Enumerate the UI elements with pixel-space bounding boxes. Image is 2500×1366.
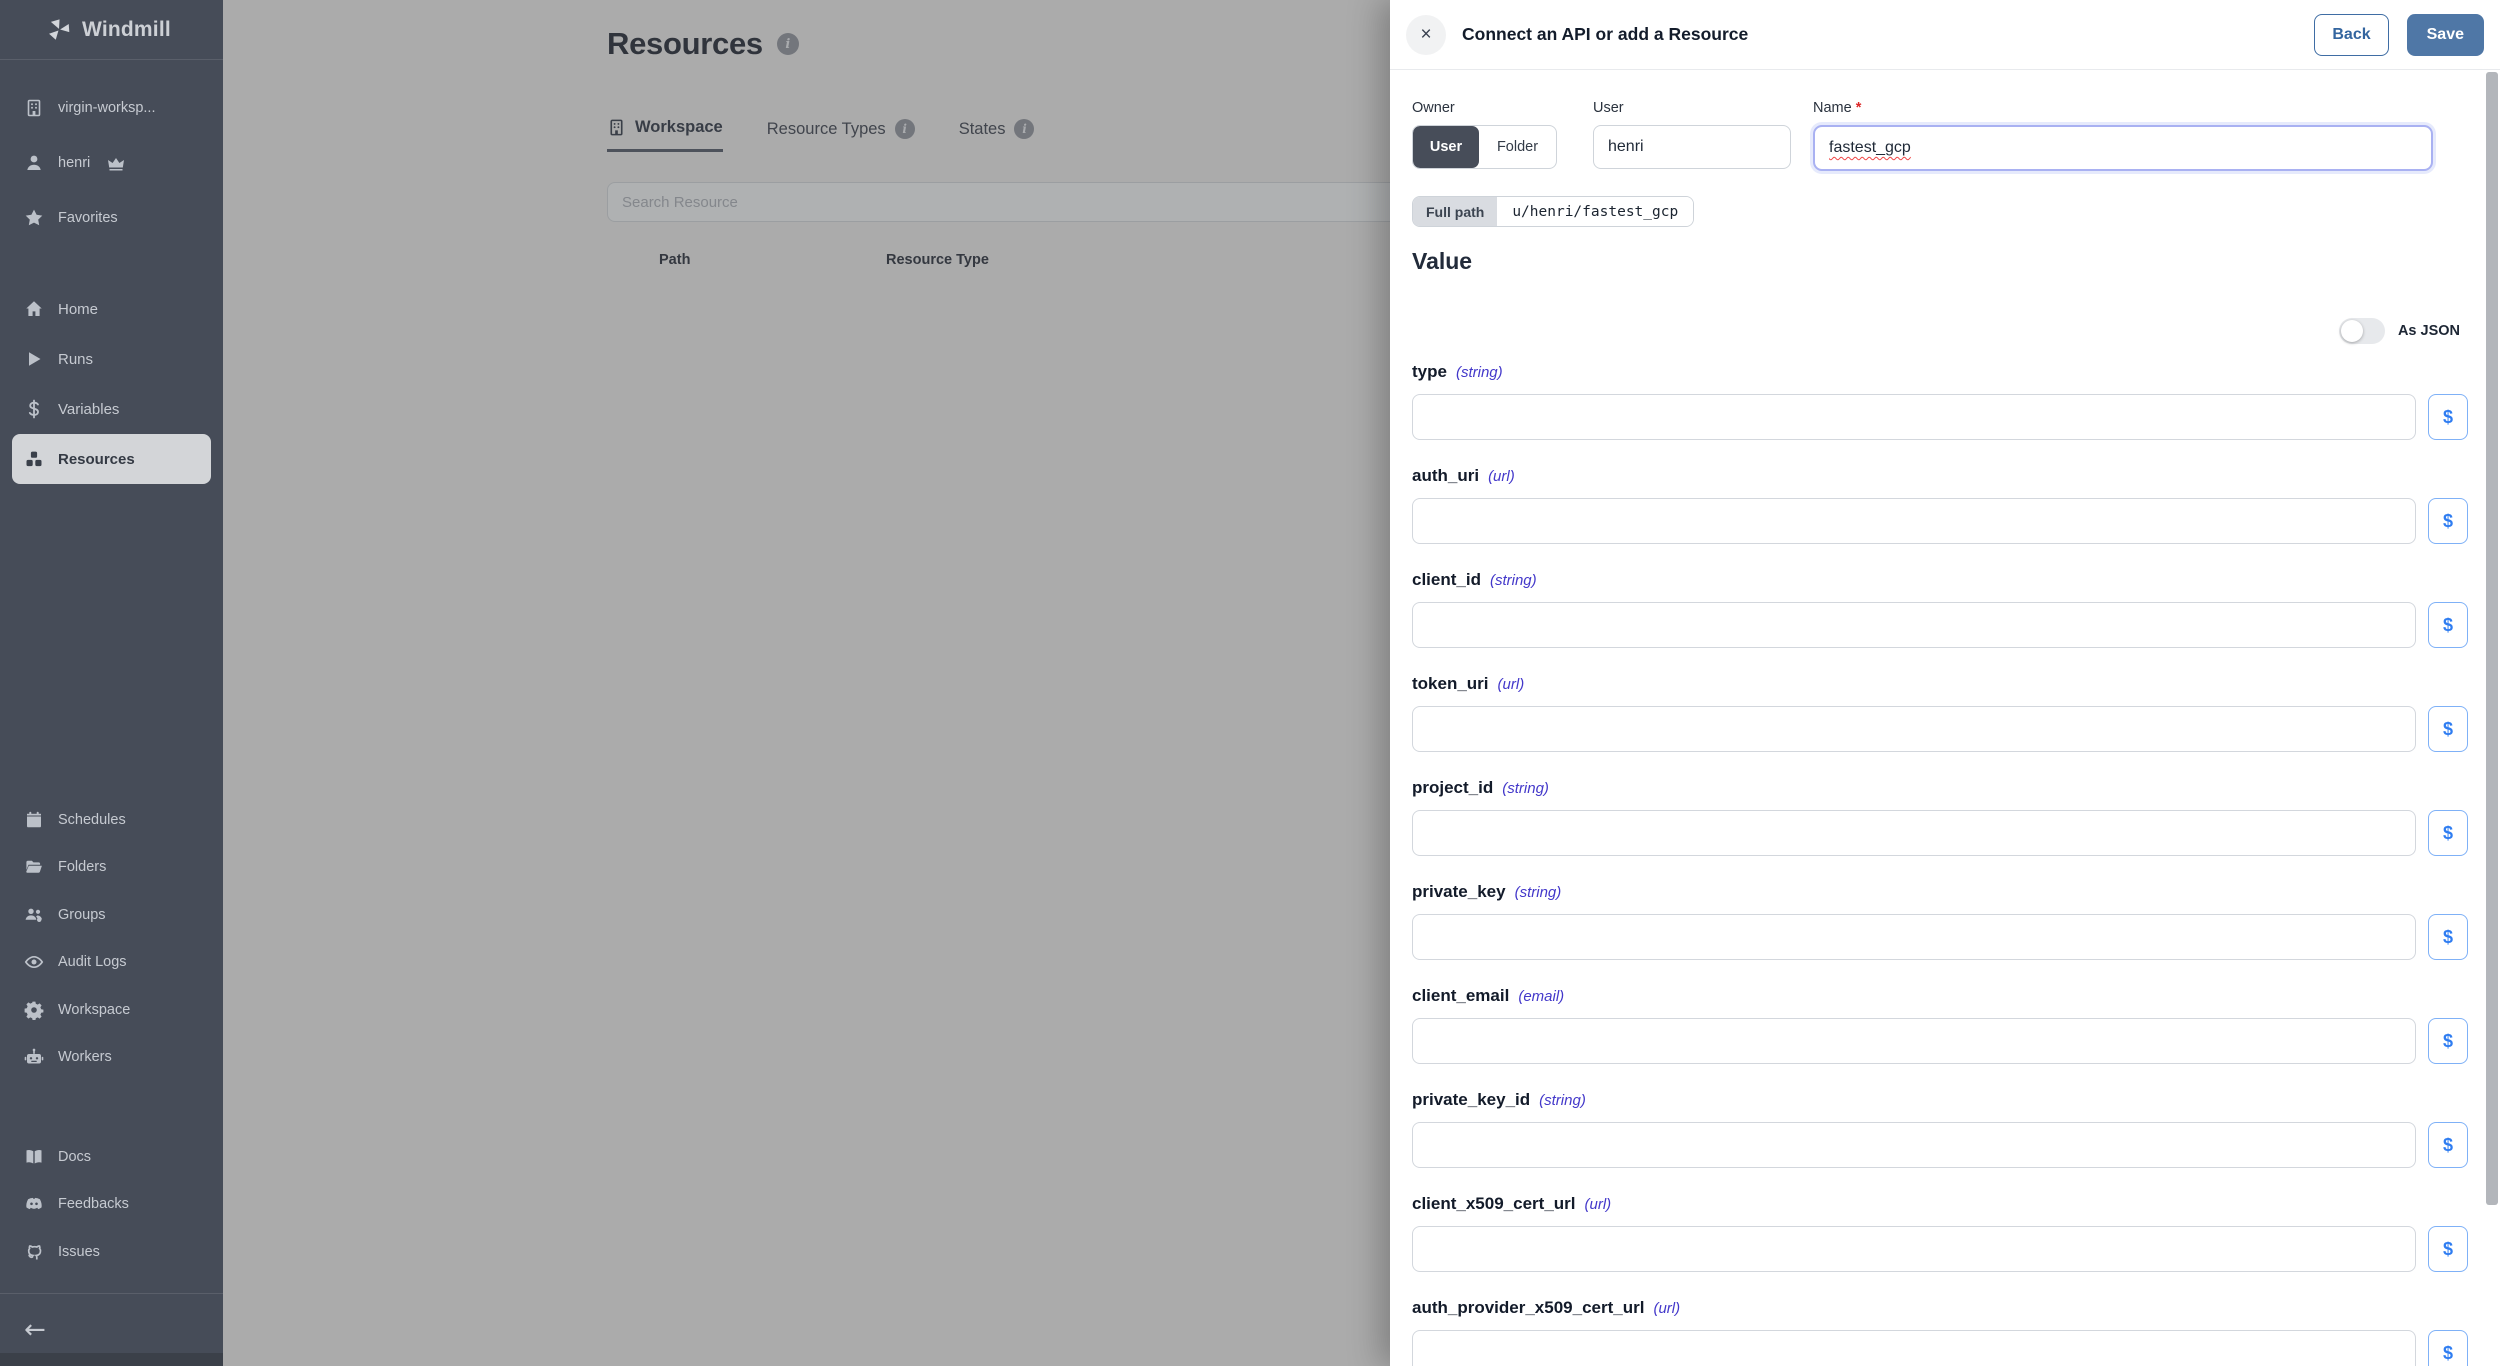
insert-variable-button[interactable]: $ <box>2428 498 2468 544</box>
add-resource-drawer <box>1390 0 2500 1366</box>
field-type: (string) <box>1455 364 1503 381</box>
toggle-knob <box>2341 320 2363 342</box>
owner-option-folder[interactable]: Folder <box>1496 139 1539 155</box>
field-input-private-key[interactable] <box>1412 914 2416 960</box>
field-type: (string) <box>1489 572 1537 589</box>
field-name: client_x509_cert_url <box>1412 1194 1576 1213</box>
sidebar-item-workspace-switcher[interactable] <box>0 80 223 135</box>
field-row-auth-uri <box>1412 466 2468 544</box>
field-name: type <box>1412 362 1447 381</box>
field-input-type[interactable] <box>1412 394 2416 440</box>
nav-label: Groups <box>58 906 106 923</box>
field-type: (string) <box>1539 1092 1586 1109</box>
tab-label: Resource Types <box>766 119 886 138</box>
field-row-type <box>1412 362 2468 440</box>
nav-label: Workers <box>58 1049 112 1066</box>
sidebar-item-folders[interactable] <box>0 844 223 892</box>
resource-fields <box>1412 362 2468 1366</box>
tab-resource-types[interactable] <box>767 118 915 152</box>
nav-label: Home <box>58 300 99 318</box>
insert-variable-button[interactable]: $ <box>2428 706 2468 752</box>
field-name: private_key <box>1412 882 1506 901</box>
info-icon[interactable]: i <box>1014 119 1034 139</box>
sidebar-item-audit-logs[interactable] <box>0 939 223 987</box>
field-type: (url) <box>1653 1300 1681 1317</box>
gear-icon <box>24 1000 44 1020</box>
tab-states[interactable] <box>959 118 1035 152</box>
name-input[interactable] <box>1813 125 2433 171</box>
resources-tabs <box>607 118 1034 152</box>
nav-label: Issues <box>58 1243 100 1260</box>
info-icon[interactable]: i <box>777 33 799 55</box>
field-row-auth-provider-x509-cert-url <box>1412 1298 2468 1366</box>
full-path-chip <box>1412 196 1694 227</box>
discord-icon <box>24 1194 44 1214</box>
sidebar-bottom-strip <box>0 1353 223 1366</box>
windmill-logo[interactable] <box>0 0 223 60</box>
sidebar-item-workspace-settings[interactable] <box>0 986 223 1034</box>
insert-variable-button[interactable]: $ <box>2428 1018 2468 1064</box>
as-json-label: As JSON <box>2397 323 2460 339</box>
drawer-scrollbar[interactable] <box>2486 72 2498 1205</box>
name-input-value: fastest_gcp <box>1829 139 1911 156</box>
user-icon <box>24 153 44 173</box>
sidebar-item-runs[interactable] <box>0 334 223 384</box>
field-name: client_email <box>1412 986 1510 1005</box>
nav-label: Variables <box>58 400 120 418</box>
collapse-sidebar-button[interactable]: ← <box>24 1315 46 1345</box>
field-input-private-key-id[interactable] <box>1412 1122 2416 1168</box>
sidebar-item-home[interactable] <box>0 284 223 334</box>
sidebar-item-variables[interactable] <box>0 384 223 434</box>
field-input-client-email[interactable] <box>1412 1018 2416 1064</box>
field-name: auth_provider_x509_cert_url <box>1412 1298 1645 1317</box>
tab-workspace[interactable] <box>607 118 723 152</box>
field-row-private-key-id <box>1412 1090 2468 1168</box>
as-json-toggle[interactable] <box>2339 318 2385 344</box>
close-icon[interactable]: × <box>1406 15 1446 55</box>
insert-variable-button[interactable]: $ <box>2428 394 2468 440</box>
nav-label: Runs <box>58 350 94 368</box>
field-type: (url) <box>1584 1196 1612 1213</box>
tab-label: Workspace <box>635 118 723 136</box>
field-row-client-id <box>1412 570 2468 648</box>
boxes-icon <box>24 449 44 469</box>
github-icon <box>24 1242 44 1262</box>
value-section-heading: Value <box>1412 248 1473 274</box>
field-input-auth-provider-x509-cert-url[interactable] <box>1412 1330 2416 1366</box>
name-label: Name * <box>1813 100 1862 116</box>
play-icon <box>24 349 44 369</box>
sidebar-divider <box>0 1293 223 1294</box>
owner-toggle <box>1412 125 1557 169</box>
field-row-client-email <box>1412 986 2468 1064</box>
workspace-name: virgin-worksp... <box>58 99 156 116</box>
nav-label: Feedbacks <box>58 1196 129 1213</box>
dollar-icon <box>24 399 44 419</box>
sidebar-item-docs[interactable] <box>0 1133 223 1181</box>
insert-variable-button[interactable]: $ <box>2428 1122 2468 1168</box>
drawer-header <box>1390 0 2500 70</box>
field-row-token-uri <box>1412 674 2468 752</box>
owner-option-user[interactable]: User <box>1413 126 1479 168</box>
sidebar <box>0 0 223 1366</box>
field-row-private-key <box>1412 882 2468 960</box>
home-icon <box>24 299 44 319</box>
field-input-client-x509-cert-url[interactable] <box>1412 1226 2416 1272</box>
info-icon[interactable]: i <box>895 119 915 139</box>
full-path-value: u/henri/fastest_gcp <box>1497 197 1693 226</box>
field-type: (url) <box>1488 468 1515 485</box>
field-input-token-uri[interactable] <box>1412 706 2416 752</box>
field-type: (url) <box>1497 676 1525 693</box>
robot-icon <box>24 1047 44 1067</box>
user-input[interactable] <box>1593 125 1791 169</box>
crown-icon <box>106 153 126 173</box>
building-icon <box>607 118 626 137</box>
owner-label: Owner <box>1412 100 1455 116</box>
tab-label: States <box>958 119 1006 138</box>
sidebar-item-feedbacks[interactable] <box>0 1181 223 1229</box>
insert-variable-button[interactable]: $ <box>2428 1226 2468 1272</box>
windmill-pinwheel-icon <box>46 17 72 43</box>
insert-variable-button[interactable]: $ <box>2428 602 2468 648</box>
column-header-resource-type: Resource Type <box>886 252 989 268</box>
star-icon <box>24 208 44 228</box>
sidebar-item-schedules[interactable] <box>0 796 223 844</box>
calendar-icon <box>24 810 44 830</box>
save-button[interactable]: Save <box>2407 14 2484 56</box>
username: henri <box>58 154 91 171</box>
folder-icon <box>24 857 44 877</box>
field-row-client-x509-cert-url <box>1412 1194 2468 1272</box>
nav-label: Folders <box>58 859 107 876</box>
required-asterisk: * <box>1855 100 1862 116</box>
nav-label: Docs <box>58 1148 92 1165</box>
drawer-title: Connect an API or add a Resource <box>1462 24 1749 44</box>
insert-variable-button[interactable]: $ <box>2428 1330 2468 1366</box>
people-icon <box>24 905 44 925</box>
field-name: auth_uri <box>1412 466 1480 485</box>
field-row-project-id <box>1412 778 2468 856</box>
nav-label: Resources <box>58 450 135 468</box>
sidebar-item-groups[interactable] <box>0 891 223 939</box>
sidebar-item-resources[interactable] <box>12 434 211 484</box>
nav-label: Workspace <box>58 1001 131 1018</box>
building-icon <box>24 98 44 118</box>
field-type: (string) <box>1514 884 1562 901</box>
field-type: (string) <box>1502 780 1549 797</box>
favorites-label: Favorites <box>58 209 118 226</box>
nav-label: Audit Logs <box>58 954 127 971</box>
page-title: Resources <box>607 26 763 61</box>
sidebar-item-workers[interactable] <box>0 1034 223 1082</box>
user-label: User <box>1593 100 1624 116</box>
insert-variable-button[interactable]: $ <box>2428 914 2468 960</box>
nav-label: Schedules <box>58 811 126 828</box>
insert-variable-button[interactable]: $ <box>2428 810 2468 856</box>
field-type: (email) <box>1518 988 1565 1005</box>
column-header-path: Path <box>659 252 691 268</box>
field-name: private_key_id <box>1412 1090 1531 1109</box>
logo-text: Windmill <box>82 17 171 41</box>
user-input-value: henri <box>1608 138 1644 155</box>
full-path-label: Full path <box>1413 197 1497 226</box>
sidebar-item-user-menu[interactable] <box>0 135 223 190</box>
field-input-project-id[interactable] <box>1412 810 2416 856</box>
field-name: project_id <box>1412 778 1494 797</box>
book-icon <box>24 1147 44 1167</box>
eye-icon <box>24 952 44 972</box>
sidebar-item-favorites[interactable] <box>0 190 223 245</box>
field-name: client_id <box>1412 570 1481 589</box>
field-input-client-id[interactable] <box>1412 602 2416 648</box>
sidebar-item-issues[interactable] <box>0 1228 223 1276</box>
field-input-auth-uri[interactable] <box>1412 498 2416 544</box>
back-button[interactable]: Back <box>2314 14 2388 56</box>
field-name: token_uri <box>1412 674 1489 693</box>
